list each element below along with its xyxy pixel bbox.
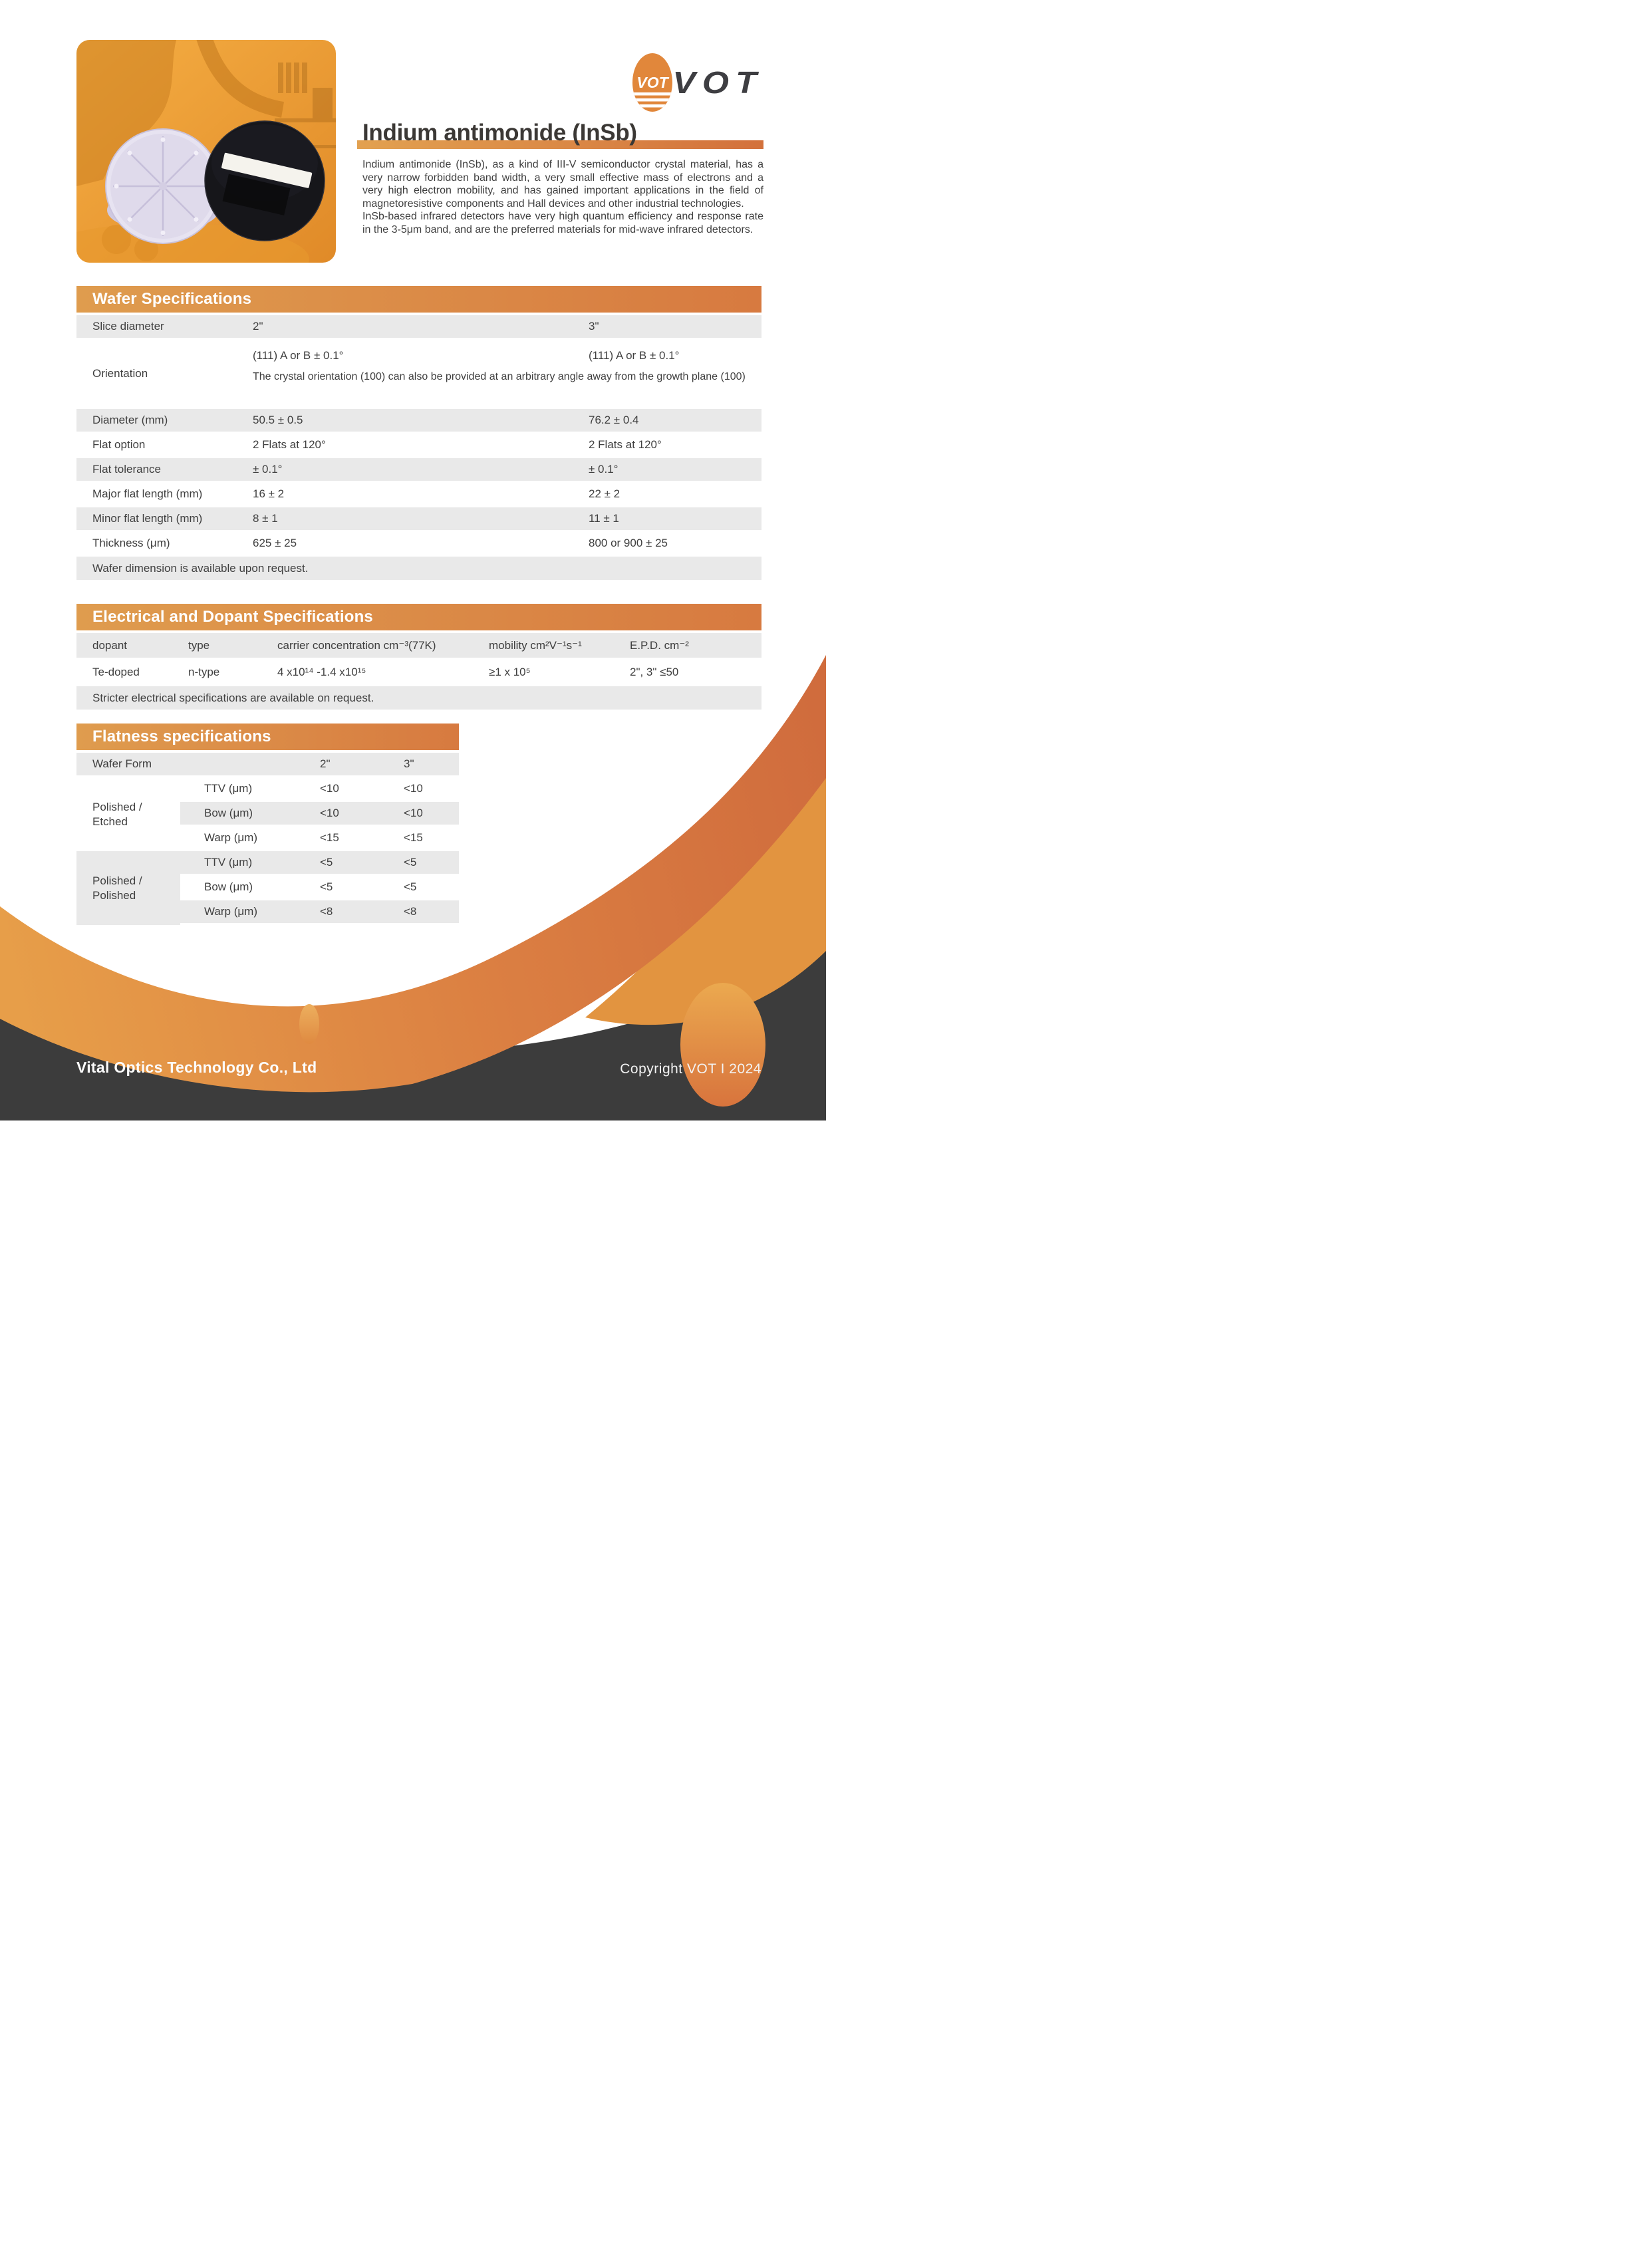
spec-value-2in: (111) A or B ± 0.1°: [253, 349, 344, 362]
logo-mark-text: VOT: [636, 74, 669, 91]
column-header: 2": [320, 757, 331, 770]
column-header: mobility cm²V⁻¹s⁻¹: [489, 638, 582, 652]
value-2in: <5: [320, 856, 333, 868]
intro-paragraph-1: Indium antimonide (InSb), as a kind of III-V semiconductor crystal material, has a very narrow forbidden band width, a very small effective mass of electrons and a very high electron mobility, and has gained important applications in the field of magnetoresistive components and Hall devices and other industrial technologies.: [362, 159, 763, 209]
carrier-concentration-value: 4 x10¹⁴ -1.4 x10¹⁵: [277, 665, 366, 678]
wafer-photo: [76, 40, 336, 263]
table-row: [76, 483, 761, 507]
spec-value-2in: ± 0.1°: [253, 463, 283, 475]
spec-value-2in: 625 ± 25: [253, 537, 297, 549]
parameter-label: TTV (μm): [204, 856, 253, 868]
column-header: carrier concentration cm⁻³(77K): [277, 638, 436, 652]
spec-value-2in: 2": [253, 320, 263, 332]
table-footnote-row: [76, 686, 761, 712]
vot-logo-icon: [632, 53, 673, 112]
electrical-data-row: [76, 660, 761, 686]
group-label-polished-polished: Polished / Polished: [76, 851, 180, 925]
parameter-label: Warp (μm): [204, 905, 257, 918]
wafer-photo-illustration: [76, 40, 336, 263]
table-row: [76, 532, 761, 557]
value-3in: <10: [404, 782, 423, 795]
value-3in: <8: [404, 905, 417, 918]
wafer-footnote: Wafer dimension is available upon request.: [92, 561, 309, 575]
value-3in: <15: [404, 831, 423, 844]
intro-paragraph-2: InSb-based infrared detectors have very high quantum efficiency and response rate in the 3-5μm band, and are the preferred materials for mid-wave infrared detectors.: [362, 211, 763, 235]
electrical-header-row: [76, 633, 761, 660]
page-title: Indium antimonide (InSb): [362, 120, 637, 146]
footer-company-name: Vital Optics Technology Co., Ltd: [76, 1059, 317, 1076]
footer-copyright: Copyright VOT I 2024: [620, 1061, 761, 1077]
electrical-specifications-section: [76, 604, 761, 712]
flatness-specifications-heading: Flatness specifications: [76, 724, 459, 750]
group-label-polished-etched: Polished / Etched: [92, 800, 142, 828]
wafer-specifications-heading: Wafer Specifications: [76, 286, 761, 313]
spec-value-3in: (111) A or B ± 0.1°: [589, 349, 680, 362]
spec-value-2in: 2 Flats at 120°: [253, 438, 326, 451]
spec-label: Flat tolerance: [92, 463, 161, 475]
table-row: [76, 507, 761, 532]
orientation-note: The crystal orientation (100) can also be provided at an arbitrary angle away from the growth plane (100): [253, 371, 746, 382]
parameter-label: Bow (μm): [204, 807, 253, 819]
wafer-cassette: [106, 129, 220, 243]
table-row: [76, 315, 761, 340]
value-3in: <5: [404, 880, 417, 893]
value-3in: <5: [404, 856, 417, 868]
column-header: E.P.D. cm⁻²: [630, 638, 689, 652]
spec-label: Minor flat length (mm): [92, 512, 203, 525]
wafer-specifications-section: [76, 286, 761, 582]
spec-label: Flat option: [92, 438, 146, 451]
spec-label: Slice diameter: [92, 320, 164, 332]
spec-value-3in: 800 or 900 ± 25: [589, 537, 668, 549]
spec-value-2in: 16 ± 2: [253, 487, 285, 500]
parameter-label: Bow (μm): [204, 880, 253, 893]
parameter-label: Warp (μm): [204, 831, 257, 844]
spec-label: Diameter (mm): [92, 414, 168, 426]
spec-value-3in: 76.2 ± 0.4: [589, 414, 639, 426]
table-footnote-row: [76, 557, 761, 582]
spec-value-3in: ± 0.1°: [589, 463, 619, 475]
spec-value-3in: 22 ± 2: [589, 487, 620, 500]
flatness-specifications-section: [76, 724, 459, 925]
value-3in: <10: [404, 807, 423, 819]
column-header: 3": [404, 757, 414, 770]
table-row: [76, 458, 761, 483]
title-block: [362, 120, 763, 236]
epd-value: 2", 3" ≤50: [630, 665, 679, 678]
spec-value-3in: 11 ± 1: [589, 512, 619, 525]
spec-value-3in: 3": [589, 320, 599, 332]
datasheet-page: [0, 0, 826, 1120]
table-row: [76, 434, 761, 458]
logo-wordmark: VOT: [672, 65, 763, 100]
spec-label: Major flat length (mm): [92, 487, 203, 500]
flatness-header-row: [76, 753, 459, 777]
type-value: n-type: [188, 665, 220, 678]
column-header: Wafer Form: [92, 757, 152, 770]
table-row: [76, 340, 761, 409]
spec-label: Orientation: [92, 366, 148, 380]
value-2in: <10: [320, 807, 339, 819]
dopant-value: Te-doped: [92, 665, 140, 678]
value-2in: <5: [320, 880, 333, 893]
electrical-specifications-heading: Electrical and Dopant Specifications: [76, 604, 761, 630]
value-2in: <15: [320, 831, 339, 844]
spec-label: Thickness (μm): [92, 537, 170, 549]
column-header: dopant: [92, 638, 127, 652]
brand-header: [362, 49, 763, 116]
spec-value-2in: 8 ± 1: [253, 512, 278, 525]
intro-paragraphs: [362, 158, 763, 236]
electrical-footnote: Stricter electrical specifications are available on request.: [92, 691, 374, 704]
table-row: [76, 409, 761, 434]
value-2in: <10: [320, 782, 339, 795]
parameter-label: TTV (μm): [204, 782, 253, 795]
spec-value-2in: 50.5 ± 0.5: [253, 414, 303, 426]
dark-wafer: [205, 121, 325, 241]
spec-value-3in: 2 Flats at 120°: [589, 438, 662, 451]
column-header: type: [188, 638, 210, 652]
mobility-value: ≥1 x 10⁵: [489, 665, 531, 678]
value-2in: <8: [320, 905, 333, 918]
